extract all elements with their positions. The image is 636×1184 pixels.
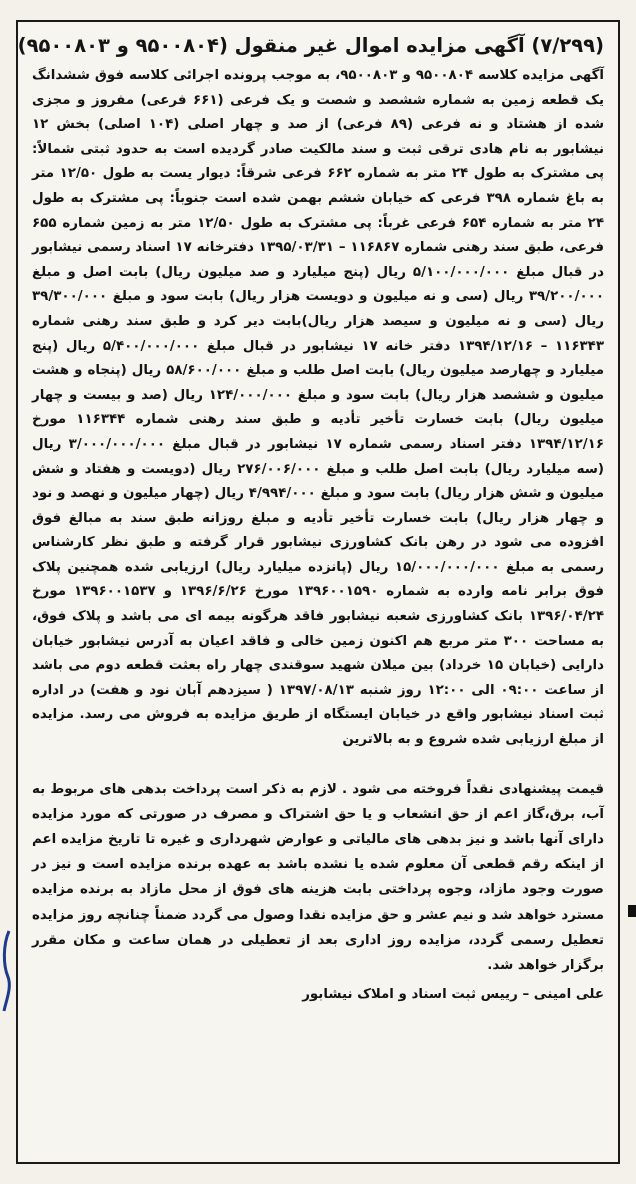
page-edge-ink-mark bbox=[0, 925, 14, 1015]
notice-border bbox=[16, 20, 620, 1164]
notice-body: آگهی مزایده کلاسه ۹۵۰۰۸۰۴ و ۹۵۰۰۸۰۳، به موجب پرونده اجرائی کلاسه فوق ششدانگ یک قطعه زمین به شماره ششصد و شصت و یک فرعی (۶۶۱ فرعی) مفروز و مجزی شده از هشتاد و نه فرعی (۸۹ فرعی) از صد و چهار اصلی (۱۰۴ اصلی) بخش ۱۲ نیشابور به نام هادی ترقی ثبت و سند مالکیت صادر گردیده است به حدود ثبتی شمالاً: پی مشترک به طول ۲۴ متر به شماره ۶۶۲ فرعی شرقاً: دیوار یست به طول ۱۲/۵۰ متر به باغ شماره ۳۹۸ فرعی که خیابان ششم بهمن شده است جنوباً: پی مشترک به طول ۲۴ متر به شماره ۶۵۴ فرعی غرباً: پی مشترک به طول ۱۲/۵۰ متر به زمین شماره ۶۵۵ فرعی، طبق سند رهنی شماره ۱۱۶۸۶۷ – ۱۳۹۵/۰۳/۳۱ دفترخانه ۱۷ اسناد رسمی نیشابور در قبال مبلغ ۵/۱۰۰/۰۰۰/۰۰۰ ریال (پنج میلیارد و صد میلیون ریال) بابت اصل و مبلغ ۳۹/۲۰۰/۰۰۰ ریال (سی و نه میلیون و دویست هزار ریال) بابت سود و مبلغ ۳۹/۳۰۰/۰۰۰ ریال (سی و نه میلیون و سیصد هزار ریال)بابت دیر کرد و طبق سند رهنی شماره ۱۱۶۳۴۳ – ۱۳۹۴/۱۲/۱۶ دفتر خانه ۱۷ نیشابور در قبال مبلغ ۵/۴۰۰/۰۰۰/۰۰۰ ریال (پنج میلیارد و چهارصد میلیون ریال) بابت اصل طلب و مبلغ ۵۸/۶۰۰/۰۰۰ ریال (پنجاه و هشت میلیون و ششصد هزار ریال) بابت سود و مبلغ ۱۲۴/۰۰۰/۰۰۰ ریال (صد و بیست و چهار میلیون ریال) بابت خسارت تأخیر تأدیه و طبق سند رهنی شماره ۱۱۶۳۴۴ مورخ ۱۳۹۴/۱۲/۱۶ دفتر اسناد رسمی شماره ۱۷ نیشابور در قبال مبلغ ۳/۰۰۰/۰۰۰/۰۰۰ ریال (سه میلیارد ریال) بابت اصل طلب و مبلغ ۲۷۶/۰۰۶/۰۰۰ ریال (دویست و هفتاد و شش میلیون و شش هزار ریال) بابت سود و مبلغ ۴/۹۹۴/۰۰۰ ریال (چهار میلیون و نهصد و نود و چهار هزار ریال) بابت خسارت تأخیر تأدیه و مبلغ روزانه طبق سند به مبالغ فوق افزوده می شود در رهن بانک کشاورزی نیشابور قرار گرفته و طبق نظر کارشناس رسمی به مبلغ ۱۵/۰۰۰/۰۰۰/۰۰۰ ریال (پانزده میلیارد ریال) ارزیابی شده همچنین پلاک فوق برابر نامه وارده به شماره ۱۳۹۶۰۰۱۵۹۰ مورخ ۱۳۹۶/۶/۲۶ و ۱۳۹۶۰۰۱۵۳۷ مورخ ۱۳۹۶/۰۴/۲۴ بانک کشاورزی شعبه نیشابور فاقد هرگونه بیمه ای می باشد و پلاک فوق، به مساحت ۳۰۰ متر مربع هم اکنون زمین خالی و فاقد اعیان به آدرس نیشابور خیابان دارایی (خیابان ۱۵ خرداد) بین میلان شهید سوقندی چهار راه بعثت قطعه دوم می باشد از ساعت ۰۹:۰۰ الی ۱۲:۰۰ روز شنبه ۱۳۹۷/۰۸/۱۳ ( سیزدهم آبان نود و هفت) در اداره ثبت اسناد نیشابور واقع در خیابان ایستگاه از طریق مزایده به فروش می رسد. مزایده از مبلغ ارزیابی شده شروع و به بالاترین bbox=[32, 68, 605, 748]
notice-title: (۷/۲۹۹) آگهی مزایده اموال غیر منقول (۹۵۰۰۸۰۴ و ۹۵۰۰۸۰۳) bbox=[17, 34, 604, 57]
column-gap bbox=[32, 753, 604, 777]
notice-continuation: قیمت پیشنهادی نقداً فروخته می شود . لازم به ذکر است پرداخت بدهی های مربوط به آب، برق،گاز اعم از حق انشعاب و یا حق اشتراک و مصرف در صورتی که مورد مزایده دارای آنها باشد و نیز بدهی های مالیاتی و عوارض شهرداری و غیره تا تاریخ مزایده اعم از اینکه رقم قطعی آن معلوم شده یا نشده باشد به عهده برنده مزایده است و نیز در صورت وجود مازاد، وجوه پرداختی بابت هزینه های فوق از محل مازاد به برنده مزایده مسترد خواهد شد و نیم عشر و حق مزایده نقدا وصول می گردد ضمناً چنانچه روز مزایده تعطیل رسمی گردد، مزایده روز اداری بعد از تعطیلی در همان ساعت و مکان مقرر برگزار خواهد شد. bbox=[32, 781, 604, 974]
notice-signature: علی امینی – رییس ثبت اسناد و املاک نیشابور bbox=[302, 987, 604, 1003]
notice-content bbox=[17, 30, 605, 1008]
page-edge-mark bbox=[628, 905, 636, 917]
